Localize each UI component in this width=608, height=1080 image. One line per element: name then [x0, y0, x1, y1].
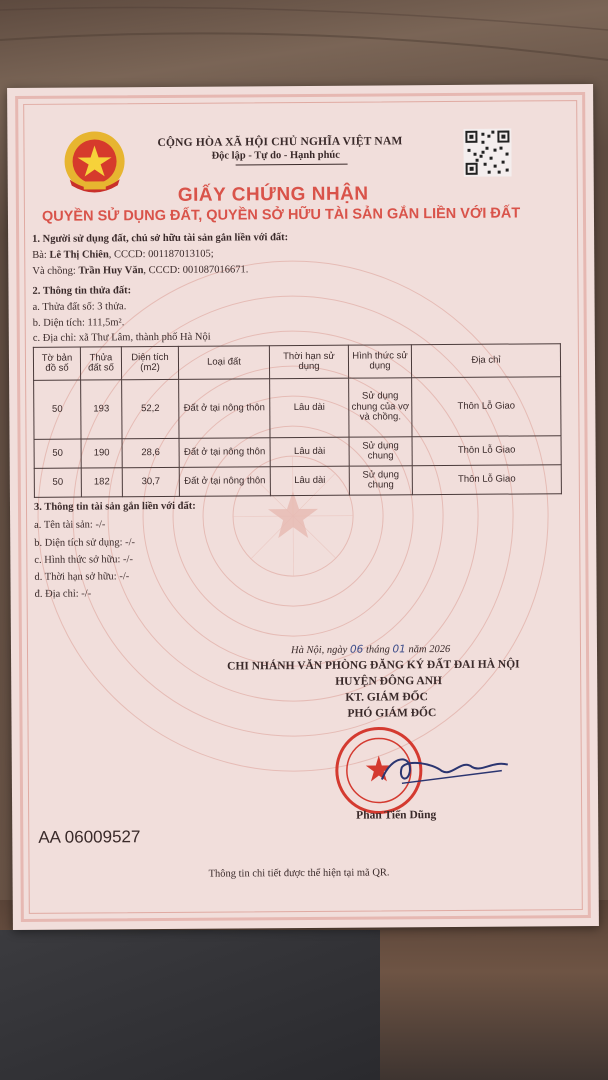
col-header-land-type: Loại đất [178, 346, 269, 380]
section2-b: b. Diện tích: 111,5m². [32, 317, 125, 329]
cell-plot-no: 193 [81, 380, 122, 439]
cell-land-type: Đất ở tại nông thôn [179, 467, 270, 497]
spouse-prefix: Và chồng: [32, 265, 79, 277]
issuing-district: HUYỆN ĐÔNG ANH [335, 675, 442, 688]
national-emblem-icon [61, 129, 127, 197]
qr-code-icon[interactable] [463, 129, 511, 177]
table-row [34, 436, 561, 469]
cell-address: Thôn Lỗ Giao [412, 436, 561, 466]
document-subtitle: QUYỀN SỬ DỤNG ĐẤT, QUYỀN SỞ HỮU TÀI SẢN GẮN LIỀN VỚI ĐẤT [41, 205, 521, 225]
section3-c: c. Hình thức sở hữu: -/- [34, 554, 133, 566]
signer-name: Phan Tiến Dũng [356, 809, 437, 822]
cell-usage-form: Sử dụng chung của vợ và chồng. [349, 378, 412, 437]
table-row [34, 465, 561, 498]
issue-date [291, 643, 450, 656]
cell-term: Lâu dài [270, 378, 349, 438]
cell-usage-form: Sử dụng chung [349, 466, 412, 495]
cell-map-sheet: 50 [34, 439, 81, 468]
cell-address: Thôn Lỗ Giao [412, 377, 561, 437]
cell-land-type: Đất ở tại nông thôn [179, 438, 270, 468]
signer-role: PHÓ GIÁM ĐỐC [347, 707, 437, 720]
table-header-row [33, 344, 560, 381]
cell-plot-no: 190 [81, 439, 122, 468]
cell-term: Lâu dài [270, 437, 349, 467]
owner-name: Lê Thị Chiên [49, 249, 109, 261]
owner-line [32, 249, 214, 261]
spouse-name: Trần Huy Văn [78, 265, 144, 277]
on-behalf-of: KT. GIÁM ĐỐC [345, 691, 428, 704]
section3-d: d. Thời hạn sở hữu: -/- [34, 571, 130, 583]
cell-map-sheet: 50 [34, 468, 81, 497]
land-plot-table [33, 343, 562, 498]
date-month: 01 [392, 643, 406, 656]
date-place: Hà Nội, ngày [290, 644, 348, 657]
col-header-address: Địa chỉ [411, 344, 560, 378]
country-header: CỘNG HÒA XÃ HỘI CHỦ NGHĨA VIỆT NAM [157, 135, 403, 150]
section3-a: a. Tên tài sản: -/- [34, 519, 106, 531]
certificate-document [7, 84, 599, 930]
table-row [34, 377, 561, 440]
cell-area: 30,7 [122, 467, 179, 496]
month-label: tháng [365, 644, 390, 656]
spouse-id: , CCCD: 001087016671. [143, 264, 249, 277]
spouse-line [32, 264, 248, 277]
cell-land-type: Đất ở tại nông thôn [179, 379, 270, 439]
qr-footer-note: Thông tin chi tiết được thể hiện tại mã QR. [208, 867, 390, 880]
cell-area: 28,6 [122, 438, 179, 467]
motto: Độc lập - Tự do - Hạnh phúc [211, 149, 340, 162]
issuing-agency: CHI NHÁNH VĂN PHÒNG ĐĂNG KÝ ĐẤT ĐAI HÀ NỘI [227, 658, 520, 673]
year-label: năm 2026 [408, 643, 451, 656]
cell-area: 52,2 [122, 379, 179, 438]
serial-number: AA 06009527 [38, 827, 141, 847]
owner-prefix: Bà: [32, 249, 50, 261]
col-header-map-sheet: Tờ bản đồ số [33, 347, 80, 380]
cell-address: Thôn Lỗ Giao [412, 465, 561, 495]
cell-term: Lâu dài [270, 466, 349, 496]
owner-id: , CCCD: 001187013105; [108, 248, 214, 261]
section2-heading: 2. Thông tin thửa đất: [32, 285, 132, 297]
section2-c: c. Địa chỉ: xã Thư Lâm, thành phố Hà Nội [32, 331, 211, 344]
col-header-usage-form: Hình thức sử dụng [348, 345, 411, 378]
cell-map-sheet: 50 [34, 380, 81, 439]
section1-heading: 1. Người sử dụng đất, chủ sở hữu tài sản gắn liền với đất: [32, 232, 289, 245]
section3-dd: đ. Địa chỉ: -/- [34, 588, 92, 600]
section3-heading: 3. Thông tin tài sản gắn liền với đất: [33, 500, 196, 513]
document-title: GIẤY CHỨNG NHẬN [177, 183, 369, 206]
date-day: 06 [349, 643, 364, 656]
col-header-term: Thời hạn sử dụng [269, 345, 348, 379]
col-header-area: Diện tích (m2) [121, 346, 178, 379]
section2-a: a. Thửa đất số: 3 thửa. [32, 301, 127, 313]
handwritten-signature [372, 749, 512, 790]
section3-b: b. Diện tích sử dụng: -/- [34, 537, 136, 549]
dark-fabric [0, 930, 380, 1080]
cell-usage-form: Sử dụng chung [349, 437, 412, 466]
col-header-plot-no: Thửa đất số [80, 347, 121, 380]
cell-plot-no: 182 [81, 468, 122, 497]
